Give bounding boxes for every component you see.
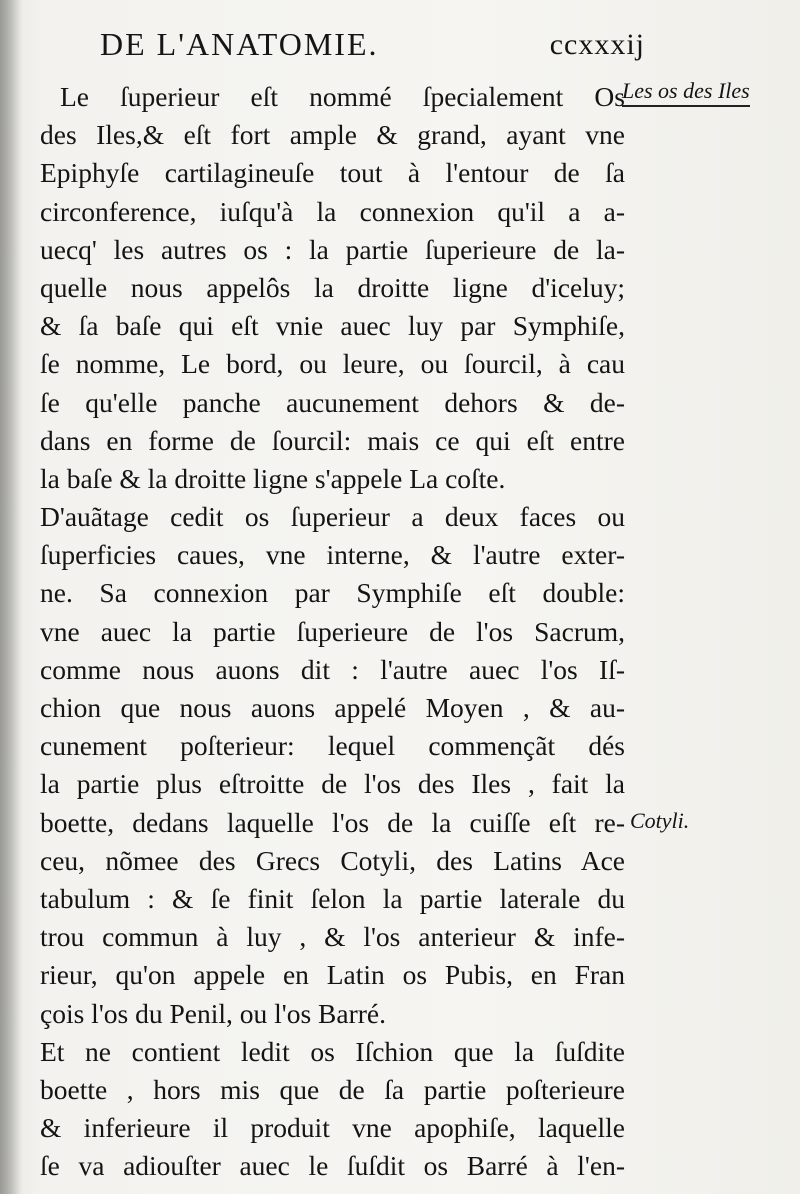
binding-shadow [0,0,22,1194]
text-line: comme nous auons dit : l'autre auec l'os Iſ- [40,653,625,685]
text-line: la baſe & la droitte ligne s'appele La coſte. [40,462,506,494]
body-text [40,78,625,1185]
text-line: quelle nous appelôs la droitte ligne d'iceluy; [40,271,625,303]
text-line: trou commun à luy , & l'os anterieur & infe- [40,921,625,953]
text-line: Epiphyſe cartilagineuſe tout à l'entour de ſa [40,157,625,189]
text-line: tabulum : & ſe finit ſelon la partie laterale du [40,882,625,914]
text-line: dans en forme de ſourcil: mais ce qui eſt entre [40,424,625,456]
text-line: boette, dedans laquelle l'os de la cuiſſe eſt re- [40,806,625,838]
text-line: des Iles,& eſt fort ample & grand, ayant vne [40,119,625,151]
text-line: chion que nous auons appelé Moyen , & au- [40,692,625,723]
text-line: ceu, nõmee des Grecs Cotyli, des Latins Ace [40,844,625,876]
text-line: la partie plus eſtroitte de l'os des Iles , fait la [40,768,625,800]
text-line: cunement poſterieur: lequel commençãt dés [40,730,625,762]
margin-note: Cotyli. [630,808,690,833]
text-line: & ſa baſe qui eſt vnie auec luy par Symphiſe, [40,310,625,342]
text-line: ne. Sa connexion par Symphiſe eſt double: [40,577,625,609]
show-through-text [640,180,800,1080]
folio-number: ccxxxij [549,28,645,61]
text-line: circonference, iuſqu'à la connexion qu'il a a- [40,195,625,227]
text-line: ſe qu'elle panche aucunement dehors & de- [40,386,625,418]
text-line: Et ne contient ledit os Iſchion que la ſuſdite [40,1035,625,1067]
text-line: ſe nomme, Le bord, ou leure, ou ſourcil, à cau [40,348,625,380]
text-line: vne auec la partie ſuperieure de l'os Sacrum, [40,615,625,647]
text-line: ſe va adiouſter auec le ſuſdit os Barré à l'en- [40,1150,625,1182]
text-line: çois l'os du Penil, ou l'os Barré. [40,997,386,1029]
running-head: DE L'ANATOMIE. [100,26,379,62]
text-line: D'auãtage cedit os ſuperieur a deux faces ou [40,501,625,533]
page-header [100,26,645,70]
text-line: & inferieure il produit vne apophiſe, laquelle [40,1112,625,1144]
text-line: uecq' les autres os : la partie ſuperieure de la- [40,233,625,265]
text-line: Le ſuperieur eſt nommé ſpecialement Os [60,81,625,112]
margin-note: Les os des Iles [622,78,750,107]
text-line: ſuperficies caues, vne interne, & l'autre exter- [40,539,625,571]
text-line: boette , hors mis que de ſa partie poſterieure [40,1073,625,1105]
text-line: rieur, qu'on appele en Latin os Pubis, en Fran [40,959,625,991]
